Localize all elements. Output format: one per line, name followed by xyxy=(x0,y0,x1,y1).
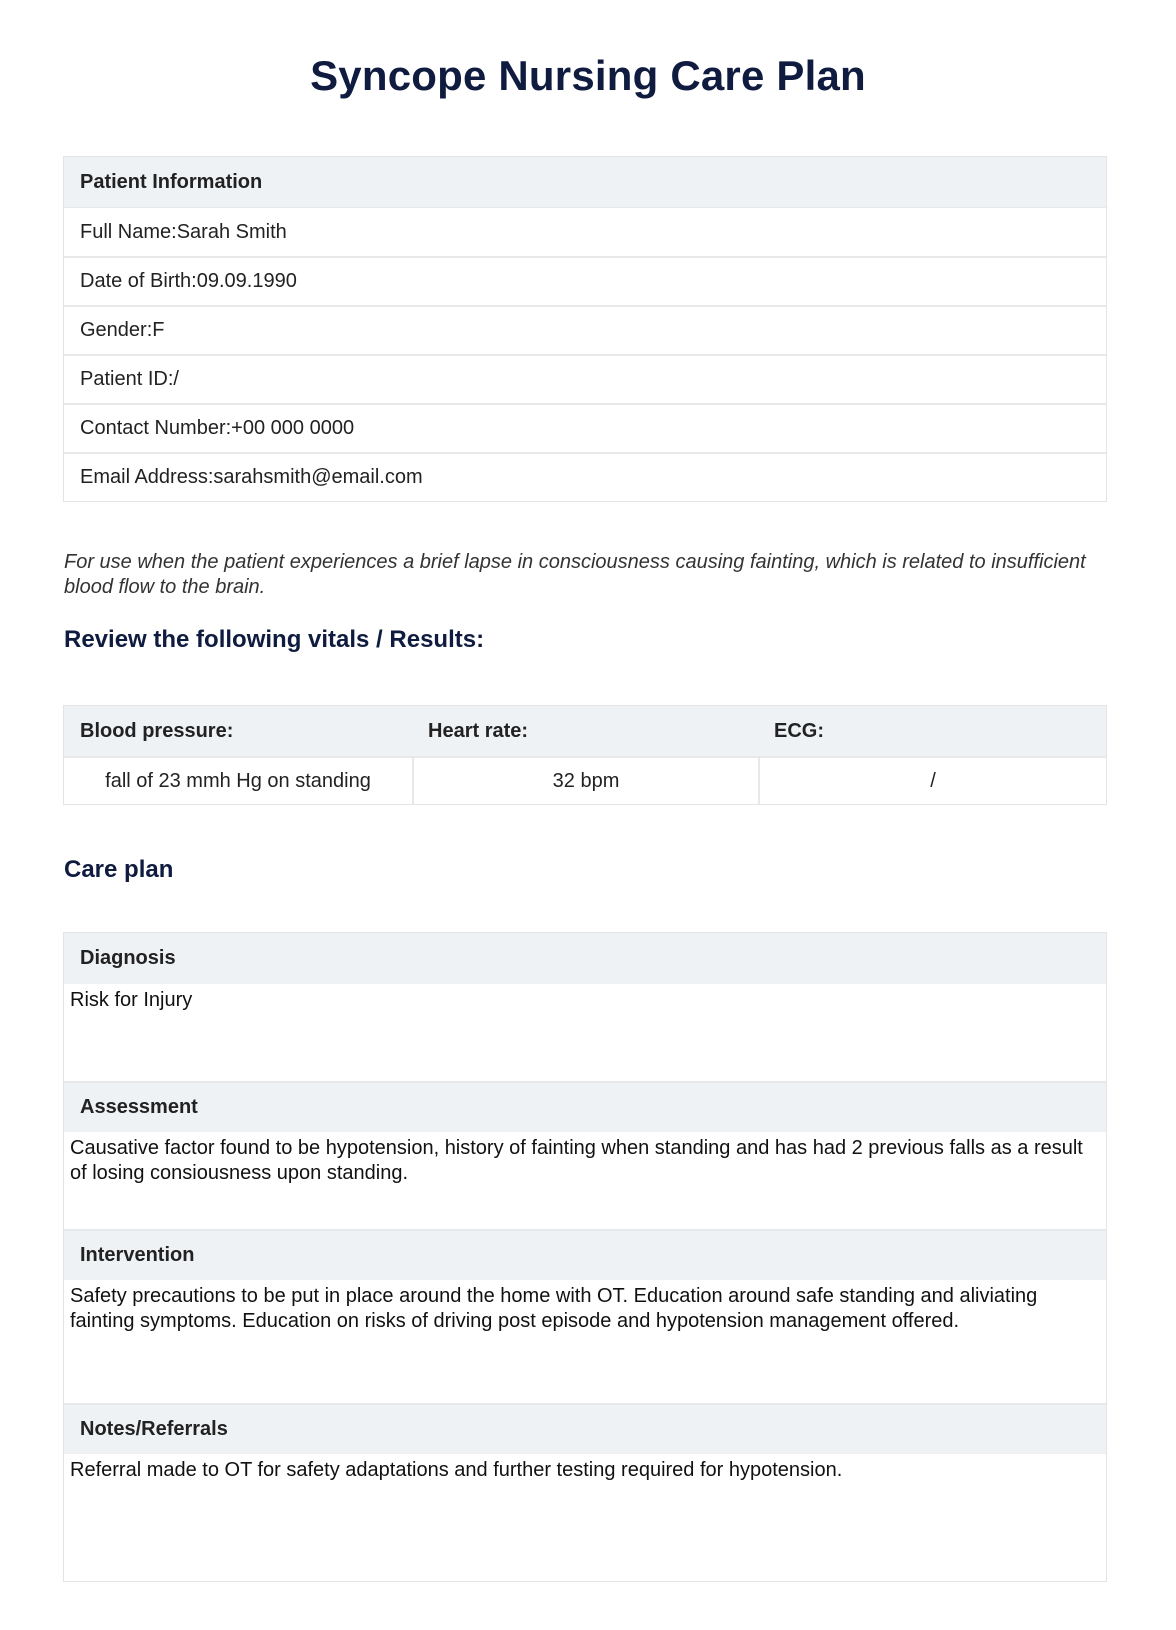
email-address-label: Email Address: xyxy=(80,466,214,488)
vitals-heading: Review the following vitals / Results: xyxy=(64,626,485,653)
diagnosis-body: Risk for Injury xyxy=(64,983,1106,1081)
intro-text: For use when the patient experiences a brief lapse in consciousness causing fainting, which is related to insufficient blood flow to the brain. xyxy=(64,551,1086,598)
patient-information-table xyxy=(63,156,1107,502)
date-of-birth-row xyxy=(64,256,1106,305)
patient-id-value: / xyxy=(173,368,179,390)
assessment-body: Causative factor found to be hypotension, history of fainting when standing and has had 2 previous falls as a result of losing consiousness upon standing. xyxy=(64,1131,1106,1229)
assessment-header: Assessment xyxy=(64,1081,1106,1131)
full-name-row xyxy=(64,207,1106,256)
notes-referrals-header: Notes/Referrals xyxy=(64,1403,1106,1453)
heart-rate-value: 32 bpm xyxy=(412,756,758,804)
ecg-value: / xyxy=(758,756,1106,804)
contact-number-row xyxy=(64,403,1106,452)
contact-number-label: Contact Number: xyxy=(80,417,232,439)
care-plan-table xyxy=(63,932,1107,1582)
page-title: Syncope Nursing Care Plan xyxy=(310,52,866,99)
full-name-value: Sarah Smith xyxy=(176,220,287,243)
patient-id-row xyxy=(64,354,1106,403)
date-of-birth-label: Date of Birth: xyxy=(80,270,197,292)
blood-pressure-value: fall of 23 mmh Hg on standing xyxy=(64,756,412,804)
diagnosis-header: Diagnosis xyxy=(64,933,1106,983)
patient-information-header: Patient Information xyxy=(64,157,1106,207)
heart-rate-header: Heart rate: xyxy=(412,706,758,756)
contact-number-value: +00 000 0000 xyxy=(231,417,355,439)
email-address-value: sarahsmith@email.com xyxy=(213,466,423,488)
gender-label: Gender: xyxy=(80,319,153,341)
notes-referrals-body: Referral made to OT for safety adaptations and further testing required for hypotension. xyxy=(64,1453,1106,1577)
gender-value: F xyxy=(152,319,165,341)
care-plan-heading: Care plan xyxy=(64,856,174,883)
intervention-body: Safety precautions to be put in place around the home with OT. Education around safe standing and aliviating fainting symptoms. Education on risks of driving post episode and hypotension management offered. xyxy=(64,1279,1106,1403)
date-of-birth-value: 09.09.1990 xyxy=(196,270,297,292)
gender-row xyxy=(64,305,1106,354)
blood-pressure-header: Blood pressure: xyxy=(64,706,412,756)
vitals-table xyxy=(63,705,1107,805)
full-name-label: Full Name: xyxy=(80,220,177,243)
intervention-header: Intervention xyxy=(64,1229,1106,1279)
email-address-row xyxy=(64,452,1106,501)
patient-id-label: Patient ID: xyxy=(80,368,174,390)
ecg-header: ECG: xyxy=(758,706,1106,756)
